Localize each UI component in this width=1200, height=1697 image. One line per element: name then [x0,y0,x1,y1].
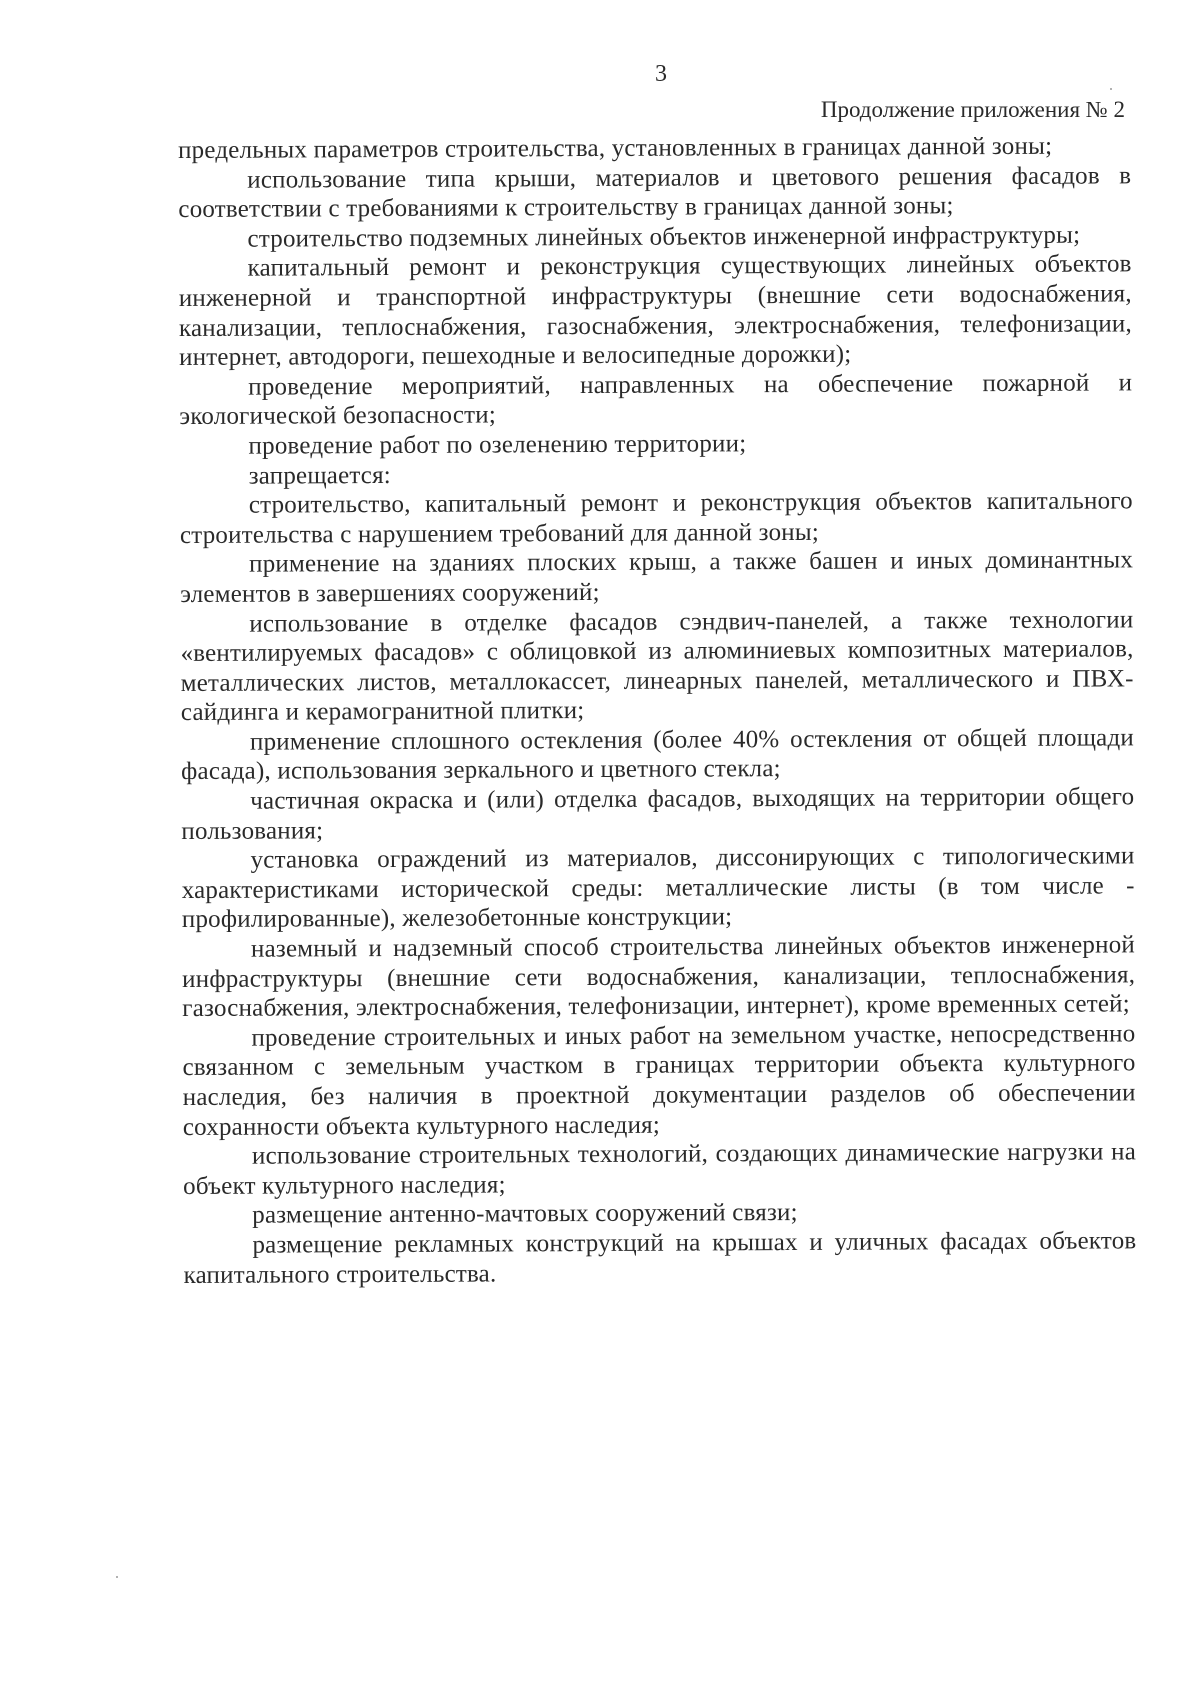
paragraph: применение на зданиях плоских крыш, а также башен и иных доминантных элементов в завершениях сооружений; [180,546,1134,608]
document-body [178,131,1137,1290]
paragraph: предельных параметров строительства, установленных в границах данной зоны; [178,132,1053,164]
continuation-header: Продолжение приложения № 2 [820,97,1125,122]
paragraph-heading: запрещается: [248,461,391,490]
paragraph: проведение строительных и иных работ на земельном участке, непосредственно связанном с земельным участком в границах территории объекта культурного наследия, без наличия в проектной документации разделов об обеспечении сохранности объекта культурного наследия; [182,1020,1136,1141]
paragraph: установка ограждений из материалов, диссонирующих с типологическими характеристиками исторической среды: металлические листы (в том числе - профилированные), железобетонные конструкции; [181,842,1135,934]
scan-artifact [1110,88,1112,90]
paragraph: размещение антенно-мачтовых сооружений связи; [252,1199,798,1230]
paragraph: строительство подземных линейных объектов инженерной инфраструктуры; [247,221,1081,253]
paragraph: применение сплошного остекления (более 40% остекления от общей площади фасада), использования зеркального и цветного стекла; [181,724,1135,786]
paragraph: использование типа крыши, материалов и цветового решения фасадов в соответствии с требованиями к строительству в границах данной зоны; [178,161,1132,224]
paragraph: капитальный ремонт и реконструкция существующих линейных объектов инженерной и транспортной инфраструктуры (внешние сети водоснабжения, канализации, теплоснабжения, газоснабжения, электроснабжения, телефонизации, интернет, автодороги, пешеходные и велосипедные дорожки); [178,250,1132,372]
scan-artifact [116,1576,118,1578]
paragraph: наземный и надземный способ строительства линейных объектов инженерной инфраструктуры (внешние сети водоснабжения, канализации, теплоснабжения, газоснабжения, электроснабжения, телефонизации, интернет), кроме временных сетей; [182,931,1136,1023]
paragraph: размещение рекламных конструкций на крышах и уличных фасадах объектов капитального строительства. [183,1227,1137,1289]
paragraph: частичная окраска и (или) отделка фасадов, выходящих на территории общего пользования; [181,783,1135,845]
paragraph: использование в отделке фасадов сэндвич-панелей, а также технологии «вентилируемых фасадов» с облицовкой из алюминиевых композитных материалов, металлических листов, металлокассет, линеарных панелей, металлического и ПВХ-сайдинга и керамогранитной плитки; [180,605,1134,727]
paragraph: проведение работ по озеленению территории; [248,430,747,460]
paragraph: использование строительных технологий, создающих динамические нагрузки на объект культурного наследия; [183,1138,1137,1200]
paragraph: проведение мероприятий, направленных на обеспечение пожарной и экологической безопасности; [179,369,1133,431]
page-number: 3 [655,61,667,87]
paragraph: строительство, капитальный ремонт и реконструкция объектов капитального строительства с нарушением требований для данной зоны; [179,487,1133,549]
